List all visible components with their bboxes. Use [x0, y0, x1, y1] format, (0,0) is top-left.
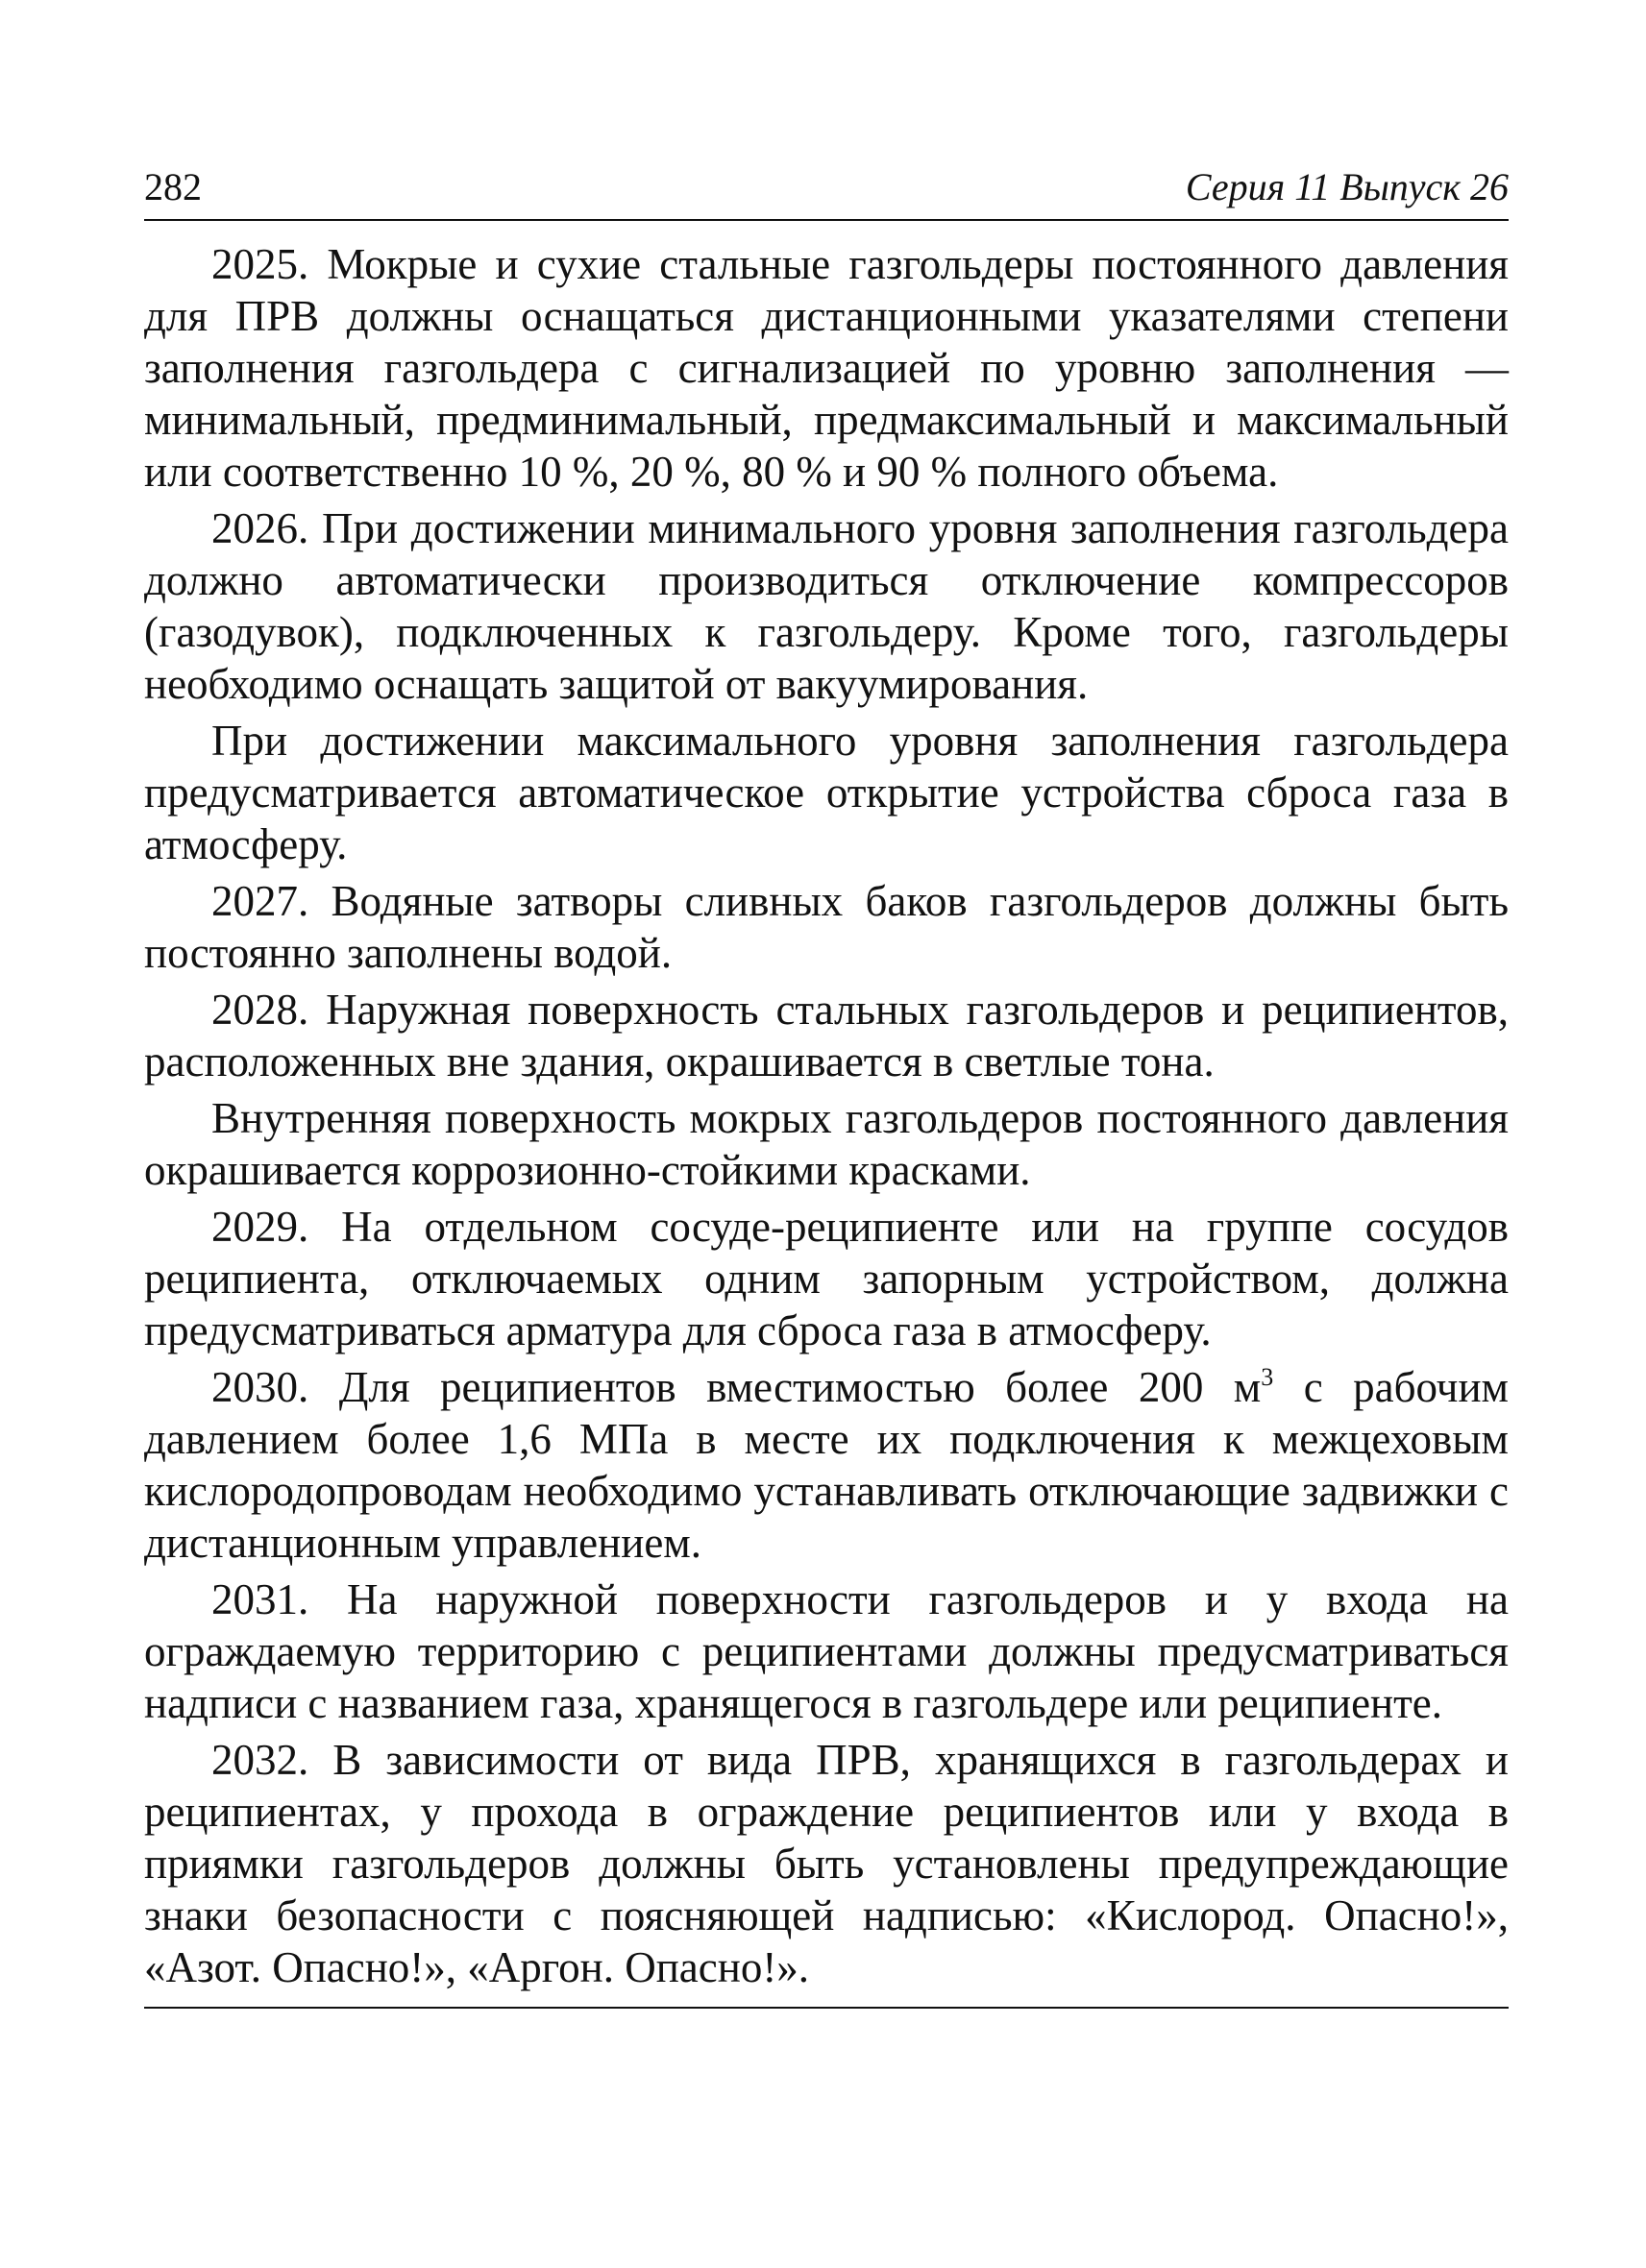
paragraph-2028: 2028. Наружная поверхность стальных газгольдеров и реципиентов, расположенных вне здания, окрашивается в светлые тона.: [144, 986, 1509, 1085]
paragraph-2025: 2025. Мокрые и сухие стальные газгольдеры постоянного давления для ПРВ должны оснащаться дистанционными указателями степени заполнения газгольдера с сигнализацией по уровню заполнения — минимальный, предминимальный, предмаксимальный и максимальный или соответственно 10 %, 20 %, 80 % и 90 % полного объема.: [144, 240, 1509, 496]
document-body: [144, 238, 1509, 1993]
page-header: [144, 163, 1509, 221]
paragraph-2031: 2031. На наружной поверхности газгольдеров и у входа на ограждаемую территорию с реципиентами должны предусматриваться надписи с названием газа, хранящегося в газгольдере или реципиенте.: [144, 1575, 1509, 1727]
paragraph-2030: [144, 1361, 1509, 1569]
page-number: 282: [144, 165, 202, 208]
cubic-superscript: 3: [1261, 1363, 1274, 1391]
paragraph-2032: 2032. В зависимости от вида ПРВ, хранящихся в газгольдерах и реципиентах, у прохода в ограждение реципиентов или у входа в приямки газгольдеров должны быть установлены предупреждающие знаки безопасности с поясняющей надписью: «Кислород. Опасно!», «Азот. Опасно!», «Аргон. Опасно!».: [144, 1736, 1509, 1991]
paragraph-2027: 2027. Водяные затворы сливных баков газгольдеров должны быть постоянно заполнены водой.: [144, 877, 1509, 977]
paragraph-2026: 2026. При достижении минимального уровня заполнения газгольдера должно автоматически производиться отключение компрессоров (газодувок), подключенных к газгольдеру. Кроме того, газгольдеры необходимо оснащать защитой от вакуумирования.: [144, 504, 1509, 708]
series-title: Серия 11 Выпуск 26: [1185, 165, 1509, 208]
paragraph-2028-continued: Внутренняя поверхность мокрых газгольдеров постоянного давления окрашивается коррозионно-стойкими красками.: [144, 1094, 1509, 1194]
paragraph-2029: 2029. На отдельном сосуде-реципиенте или на группе сосудов реципиента, отключаемых одним запорным устройством, должна предусматриваться арматура для сброса газа в атмосферу.: [144, 1203, 1509, 1354]
paragraph-2030-text-start: 2030. Для реципиентов вместимостью более 200 м: [211, 1363, 1262, 1411]
paragraph-2026-continued: При достижении максимального уровня заполнения газгольдера предусматривается автоматическое открытие устройства сброса газа в атмосферу.: [144, 717, 1509, 868]
paragraph-2030-text-end: с рабочим давлением более 1,6 МПа в месте их подключения к межцеховым кислородопроводам необходимо устанавливать отключающие задвижки с дистанционным управлением.: [144, 1363, 1509, 1567]
document-page: [144, 163, 1509, 2009]
bottom-divider: [144, 2007, 1509, 2009]
